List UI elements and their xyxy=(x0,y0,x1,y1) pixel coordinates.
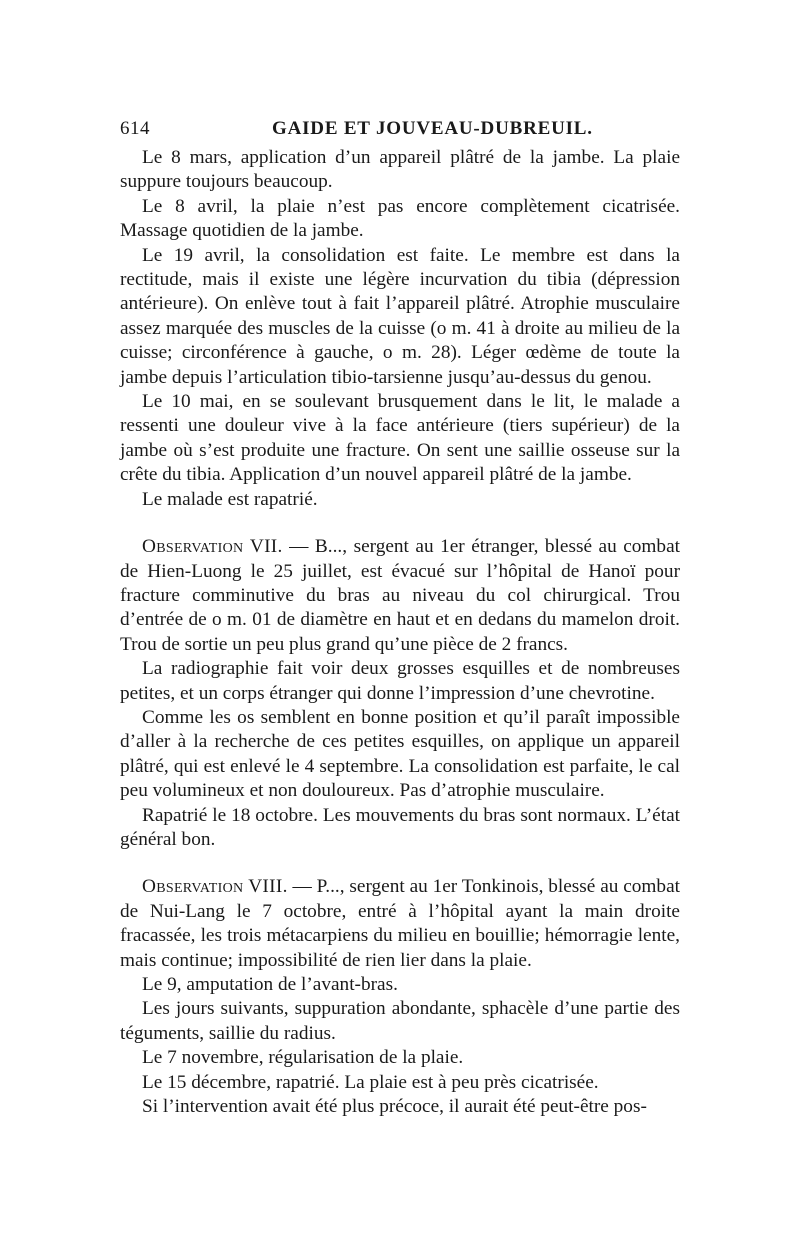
paragraph: Si l’intervention avait été plus précoce, il aurait été peut-être pos- xyxy=(142,1096,647,1118)
running-title: GAIDE ET JOUVEAU-DUBREUIL. xyxy=(272,118,593,139)
observation-label: Observation VII. xyxy=(142,536,283,558)
paragraph: Rapatrié le 18 octobre. Les mouvements du bras sont normaux. L’état général bon. xyxy=(120,804,680,850)
observation-8 xyxy=(120,875,680,1119)
observation-text: — B..., sergent au 1er étranger, blessé au combat de Hien-Luong le 25 juillet, est évacué sur l’hôpital de Hanoï pour fracture comminutive du bras au niveau du col chirurgical. Trou d’entrée de o m. 01 de diamètre en haut et en dedans du mamelon droit. Trou de sortie un peu plus grand qu’une pièce de 2 francs. xyxy=(120,536,680,655)
paragraph: Le 15 décembre, rapatrié. La plaie est à peu près cicatrisée. xyxy=(142,1071,599,1093)
section-continuation xyxy=(120,146,680,512)
paragraph: Le 19 avril, la consolidation est faite. Le membre est dans la rectitude, mais il existe une légère incurvation du tibia (dépression antérieure). On enlève tout à fait l’appareil plâtré. Atrophie musculaire assez marquée des muscles de la cuisse (o m. 41 à droite au milieu de la cuisse; circonférence à gauche, o m. 28). Léger œdème de toute la jambe depuis l’articulation tibio-tarsienne jusqu’au-dessus du genou. xyxy=(120,244,680,388)
page-number: 614 xyxy=(120,118,150,139)
page-header xyxy=(120,112,680,146)
paragraph: Comme les os semblent en bonne position et qu’il paraît impossible d’aller à la recherche de ces petites esquilles, on applique un appareil plâtré, qui est enlevé le 4 septembre. La consolidation est parfaite, le cal peu volumineux et non douloureux. Pas d’atrophie musculaire. xyxy=(120,706,680,802)
paragraph: Le 8 avril, la plaie n’est pas encore complètement cicatrisée. Massage quotidien de la jambe. xyxy=(120,195,680,242)
paragraph: Le 9, amputation de l’avant-bras. xyxy=(142,974,398,995)
paragraph: La radiographie fait voir deux grosses esquilles et de nombreuses petites, et un corps étranger qui donne l’impression d’une chevrotine. xyxy=(120,658,680,704)
observation-label: Observation VIII. xyxy=(142,876,288,898)
book-page xyxy=(120,112,680,1119)
paragraph: Le 8 mars, application d’un appareil plâtré de la jambe. La plaie suppure toujours beaucoup. xyxy=(120,147,680,193)
observation-text: — P..., sergent au 1er Tonkinois, blessé au combat de Nui-Lang le 7 octobre, entré à l’hôpital ayant la main droite fracassée, les trois métacarpiens du milieu en bouillie; hémorragie lente, mais continue; impossibilité de rien lier dans la plaie. xyxy=(120,876,680,971)
paragraph: Le 10 mai, en se soulevant brusquement dans le lit, le malade a ressenti une douleur vive à la face antérieure (tiers supérieur) de la jambe où s’est produite une fracture. On sent une saillie osseuse sur la crête du tibia. Application d’un nouvel appareil plâtré de la jambe. xyxy=(120,391,680,486)
paragraph: Les jours suivants, suppuration abondante, sphacèle d’une partie des téguments, saillie du radius. xyxy=(120,998,680,1044)
observation-intro xyxy=(120,875,680,973)
observation-intro xyxy=(120,535,680,657)
observation-7 xyxy=(120,535,680,852)
paragraph: Le 7 novembre, régularisation de la plaie. xyxy=(142,1047,464,1069)
paragraph: Le malade est rapatrié. xyxy=(142,488,318,510)
